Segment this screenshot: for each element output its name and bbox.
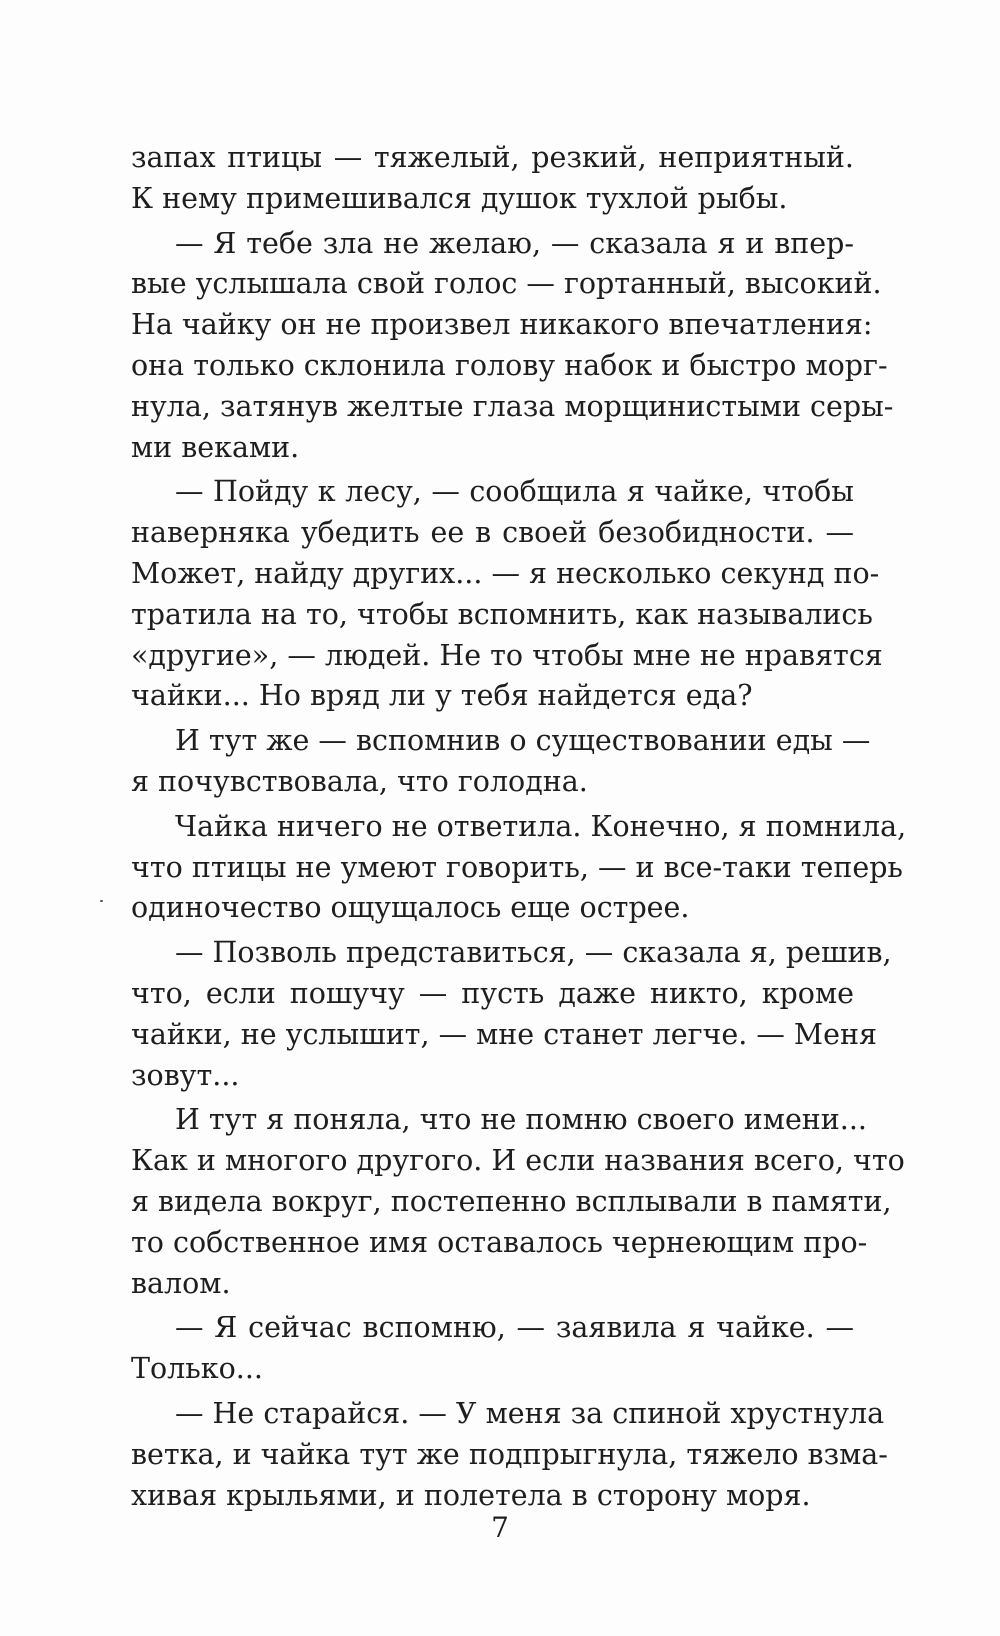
text-line: Только... — [131, 1352, 263, 1386]
print-speck — [100, 900, 103, 902]
text-line: запах птицы — тяжелый, резкий, неприятный. — [131, 141, 854, 174]
text-line: валом. — [131, 1266, 231, 1300]
text-line: зовут... — [131, 1058, 240, 1092]
text-line: она только склонила голову набок и быстро морг- — [131, 348, 888, 382]
text-line: одиночество ощущалось еще острее. — [131, 891, 690, 925]
text-line: что птицы не умеют говорить, — и все-таки теперь — [131, 850, 903, 884]
text-line: тратила на то, чтобы вспомнить, как назывались — [131, 597, 873, 631]
text-line: И тут же — вспомнив о существовании еды — — [175, 724, 871, 758]
text-line: я видела вокруг, постепенно всплывали в памяти, — [131, 1184, 892, 1218]
text-line: наверняка убедить ее в своей безобидности. — — [131, 516, 854, 550]
text-line: ми веками. — [131, 430, 300, 464]
text-line: — Я тебе зла не желаю, — сказала я и впер- — [175, 226, 854, 260]
text-line: чайки, не услышит, — мне станет легче. — Меня — [131, 1017, 877, 1051]
text-line: нула, затянув желтые глаза морщинистыми серы- — [131, 389, 894, 423]
text-line: — Я сейчас вспомню, — заявила я чайке. — — [175, 1311, 854, 1345]
text-line: — Не старайся. — У меня за спиной хрустнула — [175, 1396, 885, 1430]
body-text — [131, 138, 907, 1516]
text-line: На чайку он не произвел никакого впечатления: — [131, 308, 873, 342]
page-number: 7 — [491, 1511, 509, 1544]
text-line: К нему примешивался душок тухлой рыбы. — [131, 181, 788, 215]
text-line: Может, найду других... — я несколько секунд по- — [131, 556, 880, 590]
text-line: чайки... Но вряд ли у тебя найдется еда? — [131, 679, 753, 713]
text-line: Как и многого другого. И если названия всего, что — [131, 1144, 905, 1178]
text-line: то собственное имя оставалось чернеющим про- — [131, 1225, 868, 1259]
text-line: Чайка ничего не ответила. Конечно, я помнила, — [175, 809, 907, 843]
text-line: хивая крыльями, и полетела в сторону моря. — [131, 1478, 811, 1512]
text-line: вые услышала свой голос — гортанный, высокий. — [131, 267, 882, 301]
text-line: я почувствовала, что голодна. — [131, 764, 588, 798]
text-line: «другие», — людей. Не то чтобы мне не нравятся — [131, 638, 883, 672]
text-line: что, если пошучу — пусть даже никто, кроме — [131, 976, 854, 1010]
text-line: — Пойду к лесу, — сообщила я чайке, чтобы — [175, 475, 854, 509]
text-line: ветка, и чайка тут же подпрыгнула, тяжело взма- — [131, 1437, 888, 1471]
text-line: И тут я поняла, что не помню своего имени... — [175, 1103, 867, 1137]
text-line: — Позволь представиться, — сказала я, решив, — [175, 936, 892, 970]
